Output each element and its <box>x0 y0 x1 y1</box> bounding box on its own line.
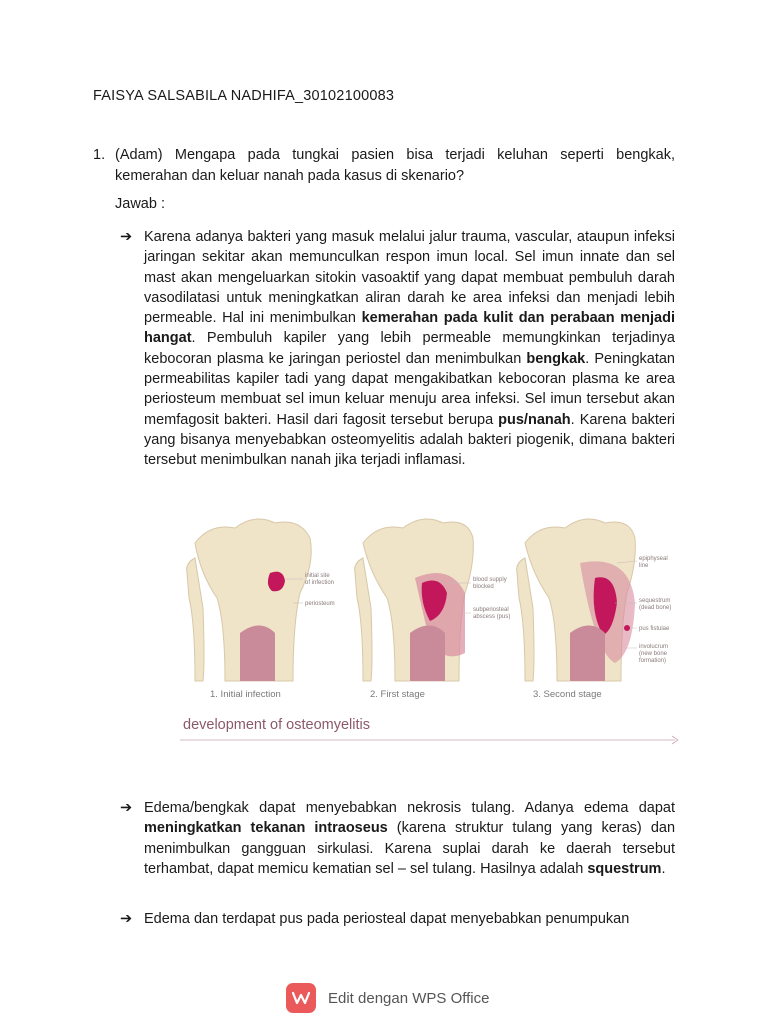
wps-edit-label[interactable]: Edit dengan WPS Office <box>328 989 490 1007</box>
svg-text:line: line <box>639 563 649 569</box>
svg-text:(dead bone): (dead bone) <box>639 605 672 611</box>
question-number: 1. <box>93 147 106 163</box>
osteomyelitis-figure <box>175 503 695 748</box>
figure-title: development of osteomyelitis <box>183 717 370 733</box>
emphasis-pus: pus/nanah <box>498 411 571 428</box>
svg-text:2. First stage: 2. First stage <box>370 689 425 700</box>
bone-stage-2 <box>355 519 511 700</box>
svg-text:sequestrum: sequestrum <box>639 598 671 604</box>
svg-text:initial site: initial site <box>305 573 330 579</box>
question-text: (Adam) Mengapa pada tungkai pasien bisa terjadi keluhan seperti bengkak, kemerahan dan keluar nanah pada kasus di skenario? <box>115 147 675 184</box>
answer-bullet-1 <box>120 227 675 471</box>
svg-text:1. Initial infection: 1. Initial infection <box>210 689 281 700</box>
bone-stage-3 <box>517 519 672 700</box>
svg-text:periosteum: periosteum <box>305 601 335 607</box>
emphasis-tekanan: meningkatkan tekanan intraoseus <box>144 820 388 837</box>
bullet-text: Edema dan terdapat pus pada periosteal dapat menyebabkan penumpukan <box>144 911 630 927</box>
answer-bullet-2 <box>120 798 675 879</box>
answer-label: Jawab : <box>115 196 165 212</box>
svg-text:formation): formation) <box>639 658 667 664</box>
bone-stage-1 <box>187 519 335 700</box>
svg-text:abscess (pus): abscess (pus) <box>473 614 511 620</box>
osteomyelitis-illustration <box>175 503 695 748</box>
svg-text:(new bone: (new bone <box>639 651 668 657</box>
arrow-icon: ➔ <box>120 800 133 816</box>
svg-text:blocked: blocked <box>473 584 494 590</box>
emphasis-kemerahan: kemerahan pada kulit dan perabaan menjadi hangat <box>144 310 676 347</box>
arrow-icon: ➔ <box>120 229 133 245</box>
bullet-text: Edema/bengkak dapat menyebabkan nekrosis tulang. Adanya edema dapat meningkatkan tekanan intraoseus (karena struktur tulang yang keras) dan menimbulkan gangguan sirkulasi. Karena suplai darah ke daerah tersebut terhambat, dapat memicu kematian sel – sel tulang. Hasilnya adalah squestrum. <box>144 800 676 877</box>
svg-text:of infection: of infection <box>305 580 335 586</box>
svg-text:involucrum: involucrum <box>639 644 669 650</box>
arrow-icon: ➔ <box>120 911 133 927</box>
svg-text:epiphyseal: epiphyseal <box>639 556 668 562</box>
answer-bullet-3 <box>120 909 675 929</box>
wps-edit-banner[interactable] <box>286 983 489 1013</box>
emphasis-bengkak: bengkak <box>526 350 586 367</box>
svg-text:subperiosteal: subperiosteal <box>473 607 509 613</box>
svg-text:blood supply: blood supply <box>473 577 507 583</box>
author-header: FAISYA SALSABILA NADHIFA_30102100083 <box>93 88 395 104</box>
wps-logo-icon <box>286 983 316 1013</box>
svg-text:3. Second stage: 3. Second stage <box>533 689 602 700</box>
svg-text:pus fistulae: pus fistulae <box>639 626 670 632</box>
question-1 <box>93 145 675 186</box>
emphasis-squestrum: squestrum <box>587 860 662 877</box>
bullet-text: Karena adanya bakteri yang masuk melalui jalur trauma, vascular, ataupun infeksi jaringan sekitar akan memunculkan respon imun local. Sel imun innate dan sel mast akan mengeluarkan sitokin vasoaktif yang dapat membuat pembuluh darah vasodilatasi untuk meningkatkan aliran darah ke area infeksi dan menjadi lebih permeable. Hal ini menimbulkan kemerahan pada kulit dan perabaan menjadi hangat. Pembuluh kapiler yang lebih permeable memungkinkan terjadinya kebocoran plasma ke jaringan periostel dan menimbulkan bengkak. Peningkatan permeabilitas kapiler tadi yang dapat mengakibatkan kebocoran plasma ke area periosteum membuat sel imun keluar menuju area infeksi. Sel imun tersebut akan memfagosit bakteri. Hasil dari fagosit tersebut berupa pus/nanah. Karena bakteri yang bisanya menyebabkan osteomyelitis adalah bakteri piogenik, dimana bakteri tersebut menimbulkan nanah jika terjadi inflamasi. <box>144 229 676 469</box>
